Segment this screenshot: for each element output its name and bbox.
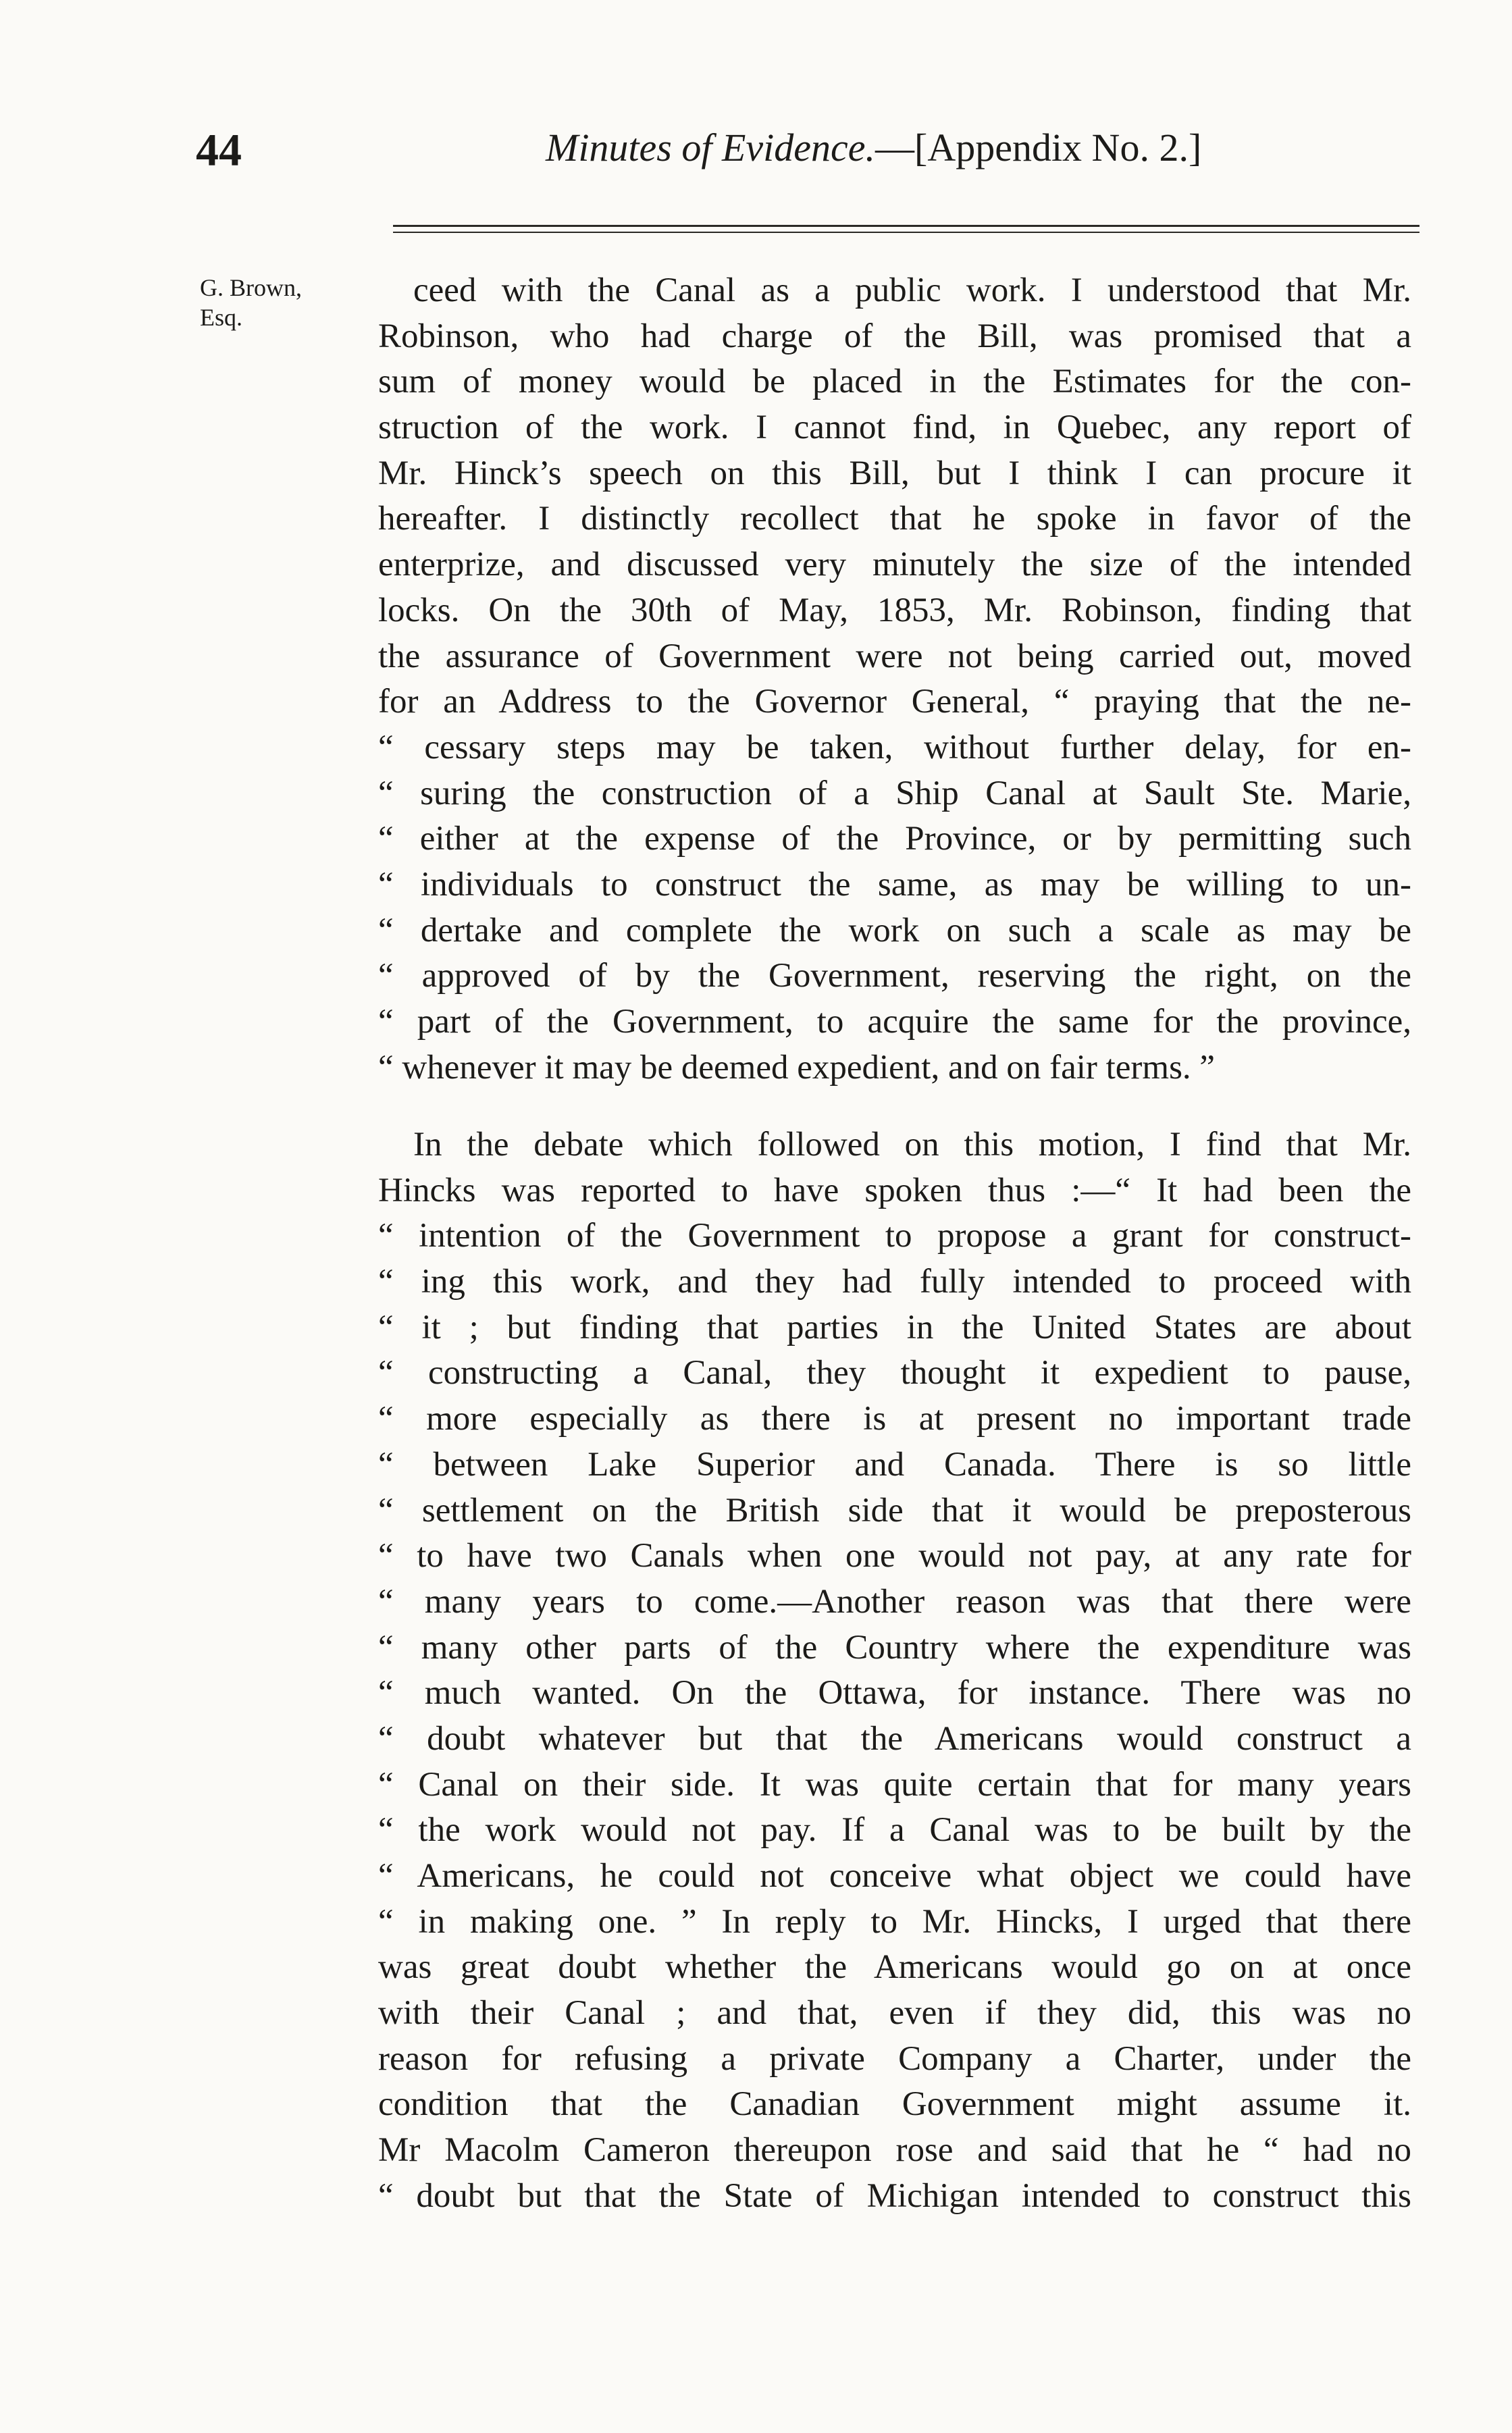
text-line: “ many years to come.—Another reason was that there were [378,1582,1411,1621]
text-line: condition that the Canadian Government might assume it. [378,2085,1411,2124]
running-head-title: Minutes of Evidence. [546,126,875,169]
text-line: for an Address to the Governor General, “ praying that the ne- [378,683,1411,721]
text-line: “ intention of the Government to propose a grant for construct- [378,1217,1411,1255]
text-line: ceed with the Canal as a public work. I understood that Mr. [413,271,1411,309]
header-rule-thick [393,225,1419,227]
text-line: “ more especially as there is at present no important trade [378,1400,1411,1438]
text-line: “ it ; but finding that parties in the United States are about [378,1308,1411,1346]
header-rule-thin [393,232,1419,233]
page-number: 44 [196,124,242,176]
paragraph-2 [378,1122,1411,2220]
text-line: Mr Macolm Cameron thereupon rose and said that he “ had no [378,2131,1411,2170]
text-line: “ Canal on their side. It was quite certain that for many years [378,1765,1411,1804]
text-line: “ approved of by the Government, reserving the right, on the [378,957,1411,995]
margin-note-title: Esq. [200,304,242,331]
text-line: Hincks was reported to have spoken thus :—“ It had been the [378,1171,1411,1209]
text-line: “ individuals to construct the same, as may be willing to un- [378,865,1411,904]
text-line: was great doubt whether the Americans would go on at once [378,1948,1411,1987]
text-line: reason for refusing a private Company a Charter, under the [378,2039,1411,2078]
text-line: “ cessary steps may be taken, without further delay, for en- [378,728,1411,766]
text-line: “ part of the Government, to acquire the same for the province, [378,1003,1411,1041]
text-line: Robinson, who had charge of the Bill, was promised that a [378,317,1411,355]
text-line: Mr. Hinck’s speech on this Bill, but I think I can procure it [378,454,1411,492]
text-line: “ the work would not pay. If a Canal was to be built by the [378,1811,1411,1850]
text-line: “ suring the construction of a Ship Canal at Sault Ste. Marie, [378,774,1411,812]
text-line: “ constructing a Canal, they thought it expedient to pause, [378,1354,1411,1392]
text-line: hereafter. I distinctly recollect that he spoke in favor of the [378,500,1411,538]
text-line: with their Canal ; and that, even if they did, this was no [378,1994,1411,2033]
text-line: “ to have two Canals when one would not pay, at any rate for [378,1537,1411,1575]
text-line: “ either at the expense of the Province, or by permitting such [378,820,1411,858]
text-line: “ doubt but that the State of Michigan intended to construct this [378,2176,1411,2215]
text-line: “ Americans, he could not conceive what object we could have [378,1857,1411,1895]
margin-note [200,273,302,332]
running-head-appendix: —[Appendix No. 2.] [875,126,1202,169]
text-line: “ in making one. ” In reply to Mr. Hincks, I urged that there [378,1902,1411,1941]
text-line: “ ing this work, and they had fully intended to proceed with [378,1263,1411,1301]
paragraph-1 [378,268,1411,1091]
text-line: “ whenever it may be deemed expedient, and on fair terms. ” [378,1048,1216,1087]
text-line: “ many other parts of the Country where the expenditure was [378,1628,1411,1667]
text-line: enterprize, and discussed very minutely the size of the intended [378,546,1411,584]
text-line: locks. On the 30th of May, 1853, Mr. Robinson, finding that [378,591,1411,629]
text-line: “ settlement on the British side that it would be preposterous [378,1491,1411,1529]
text-line: “ doubt whatever but that the Americans would construct a [378,1719,1411,1758]
text-line: In the debate which followed on this motion, I find that Mr. [413,1126,1411,1163]
text-line: “ much wanted. On the Ottawa, for instance. There was no [378,1674,1411,1712]
text-line: sum of money would be placed in the Estimates for the con- [378,363,1411,401]
text-line: the assurance of Government were not being carried out, moved [378,637,1411,675]
text-line: “ dertake and complete the work on such a scale as may be [378,911,1411,949]
text-line: “ between Lake Superior and Canada. There is so little [378,1445,1411,1484]
text-line: struction of the work. I cannot find, in Quebec, any report of [378,409,1411,447]
running-head [546,128,1201,167]
margin-note-name: G. Brown, [200,274,302,301]
